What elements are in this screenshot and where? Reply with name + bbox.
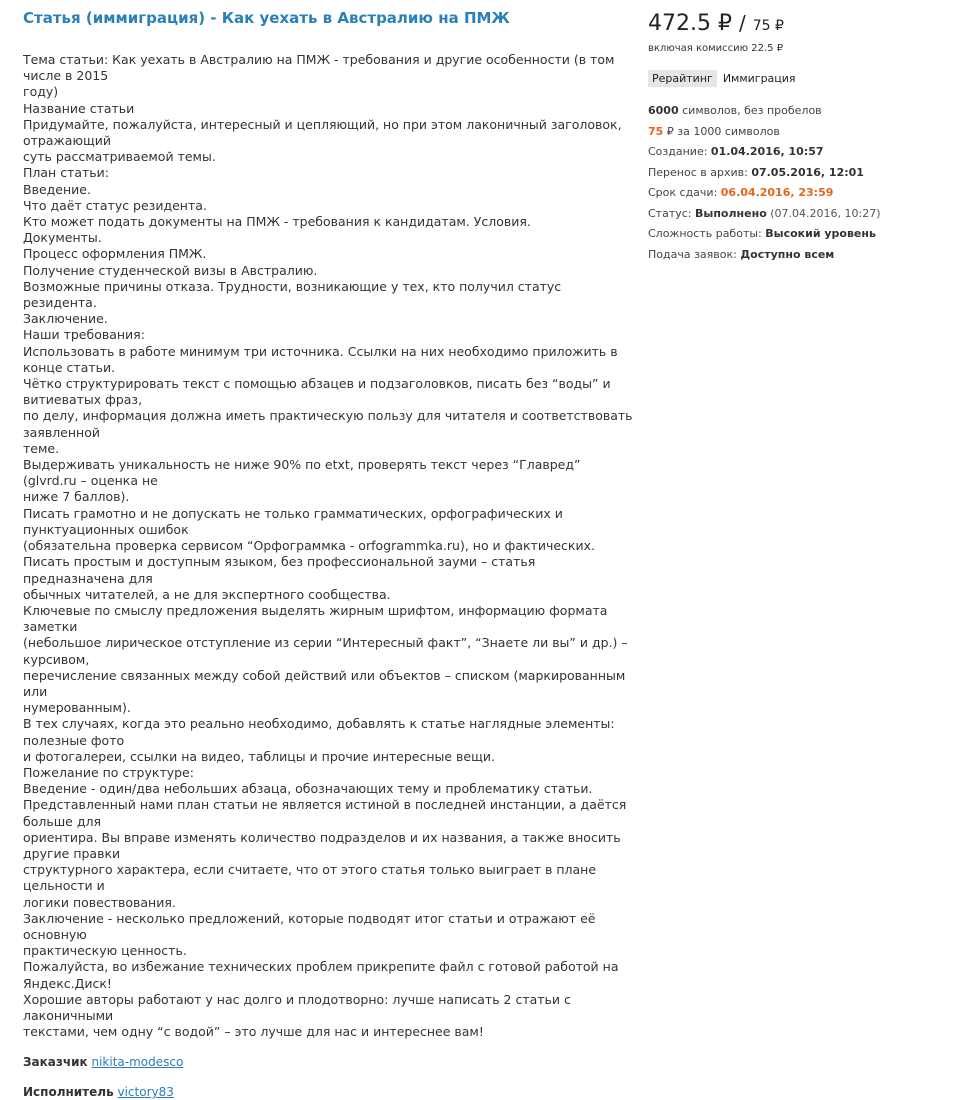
description-line: суть рассматриваемой темы.	[23, 149, 216, 165]
apply-label: Подача заявок:	[648, 247, 741, 261]
description-line: Чётко структурировать текст с помощью абзацев и подзаголовков, писать без “воды” и витиеватых фраз,	[23, 376, 611, 408]
created-row	[648, 142, 948, 163]
commission-note: включая комиссию 22.5 ₽	[648, 43, 784, 54]
description-line: Введение - один/два небольших абзаца, обозначающих тему и проблематику статьи.	[23, 781, 593, 797]
apply-row	[648, 245, 948, 266]
task-info	[648, 101, 948, 265]
description-line: Введение.	[23, 181, 91, 197]
created-value: 01.04.2016, 10:57	[710, 145, 824, 158]
complexity-label: Сложность работы:	[648, 227, 766, 240]
archive-value: 07.05.2016, 12:01	[751, 165, 864, 179]
executor-row	[23, 1084, 638, 1100]
description-line: Тема статьи: Как уехать в Австралию на ПМЖ - требования и другие особенности (в том числе в 2015	[23, 52, 615, 84]
description-line: Пожелание по структуре:	[23, 764, 194, 780]
description-line: Хорошие авторы работают у нас долго и плодотворно: лучше написать 2 статьи с лаконичными	[23, 991, 571, 1023]
description-line: Что даёт статус резидента.	[23, 197, 207, 213]
price-block	[648, 8, 948, 41]
price-per-unit: 75 ₽	[752, 18, 784, 34]
description-line: Представленный нами план статьи не является истиной в последней инстанции, а даётся больше для	[23, 797, 627, 829]
created-label: Создание:	[648, 145, 711, 158]
description-line: структурного характера, если считаете, что от этого статья только выиграет в плане цельности и	[23, 862, 597, 894]
task-content	[23, 8, 638, 1100]
status-value: Выполнено	[695, 206, 767, 220]
description-line: План статьи:	[23, 165, 109, 181]
customer-label: Заказчик	[23, 1055, 88, 1070]
description-line: (небольшое лирическое отступление из серии “Интересный факт”, “Знаете ли вы” и др.) – курсивом,	[23, 635, 628, 667]
description-line: Возможные причины отказа. Трудности, возникающие у тех, кто получил статус резидента.	[23, 278, 562, 311]
description-line: ниже 7 баллов).	[23, 489, 130, 505]
task-title[interactable]: Статья (иммиграция) - Как уехать в Австралию на ПМЖ	[23, 9, 510, 27]
chars-row	[648, 101, 948, 122]
description-line: Писать грамотно и не допускать не только грамматических, орфографических и пунктуационных ошибок	[23, 505, 563, 537]
customer-row	[23, 1054, 638, 1070]
deadline-label: Срок сдачи:	[648, 186, 721, 199]
chars-count: 6000	[648, 104, 679, 117]
task-sidebar	[648, 8, 948, 265]
description-line: ориентира. Вы вправе изменять количество подразделов и их названия, а также вносить другие правки	[23, 829, 621, 861]
archive-row	[648, 163, 948, 184]
tag-rewriting[interactable]: Рерайтинг	[648, 70, 717, 87]
status-row	[648, 204, 948, 225]
chars-label: символов, без пробелов	[678, 104, 822, 117]
complexity-row	[648, 224, 948, 245]
apply-value: Доступно всем	[740, 247, 835, 261]
task-description	[23, 52, 638, 1040]
description-line: Документы.	[23, 230, 102, 246]
description-line: Процесс оформления ПМЖ.	[23, 246, 207, 262]
category-tags	[648, 70, 948, 87]
description-line: и фотогалереи, ссылки на видео, таблицы и прочие интересные вещи.	[23, 748, 495, 764]
description-line: Придумайте, пожалуйста, интересный и цепляющий, но при этом лаконичный заголовок, отражающий	[23, 116, 622, 149]
description-line: Получение студенческой визы в Австралию.	[23, 262, 318, 278]
deadline-value: 06.04.2016, 23:59	[720, 186, 834, 199]
executor-link[interactable]: victory83	[117, 1085, 174, 1100]
status-date: (07.04.2016, 10:27)	[766, 206, 881, 220]
description-line: году)	[23, 84, 59, 100]
tag-immigration[interactable]: Иммиграция	[722, 72, 796, 85]
description-line: теме.	[23, 440, 60, 456]
description-line: практическую ценность.	[23, 943, 187, 959]
description-line: В тех случаях, когда это реально необходимо, добавлять к статье наглядные элементы: полезные фото	[23, 716, 615, 748]
price-main: 472.5 ₽	[648, 11, 732, 36]
description-line: Заключение - несколько предложений, которые подводят итог статьи и отражают её основную	[23, 910, 596, 942]
description-line: обычных читателей, а не для экспертного сообщества.	[23, 586, 391, 602]
description-line: Название статьи	[23, 100, 135, 116]
description-line: перечисление связанных между собой действий или объектов – списком (маркированным или	[23, 667, 626, 699]
description-line: Пожалуйста, во избежание технических проблем прикрепите файл с готовой работой на Яндекс.Диск!	[23, 959, 619, 991]
deadline-row	[648, 183, 948, 204]
rate-value: 75	[648, 124, 664, 138]
complexity-value: Высокий уровень	[765, 227, 876, 240]
executor-label: Исполнитель	[23, 1085, 114, 1100]
status-label: Статус:	[648, 206, 695, 220]
description-line: Кто может подать документы на ПМЖ - требования к кандидатам. Условия.	[23, 214, 531, 230]
description-line: логики повествования.	[23, 894, 176, 910]
description-line: по делу, информация должна иметь практическую пользу для читателя и соответствовать заявленной	[23, 408, 633, 440]
description-line: (обязательна проверка сервисом “Орфограммка - orfogrammka.ru), но и фактических.	[23, 538, 595, 554]
customer-link[interactable]: nikita-modesco	[91, 1055, 184, 1070]
rate-label: ₽ за 1000 символов	[663, 124, 780, 138]
price-separator: /	[738, 11, 746, 35]
archive-label: Перенос в архив:	[648, 165, 752, 179]
rate-row	[648, 122, 948, 143]
description-line: нумерованным).	[23, 700, 131, 716]
description-line: Заключение.	[23, 311, 108, 327]
description-line: текстами, чем одну “с водой” – это лучше для нас и интереснее вам!	[23, 1024, 484, 1040]
description-line: Писать простым и доступным языком, без профессиональной зауми – статья предназначена для	[23, 554, 536, 586]
description-line: Выдерживать уникальность не ниже 90% по etxt, проверять текст через “Главред” (glvrd.ru – оценка не	[23, 457, 581, 489]
description-line: Использовать в работе минимум три источника. Ссылки на них необходимо приложить в конце статьи.	[23, 343, 618, 375]
description-line: Наши требования:	[23, 327, 145, 343]
description-line: Ключевые по смыслу предложения выделять жирным шрифтом, информацию формата заметки	[23, 602, 608, 635]
